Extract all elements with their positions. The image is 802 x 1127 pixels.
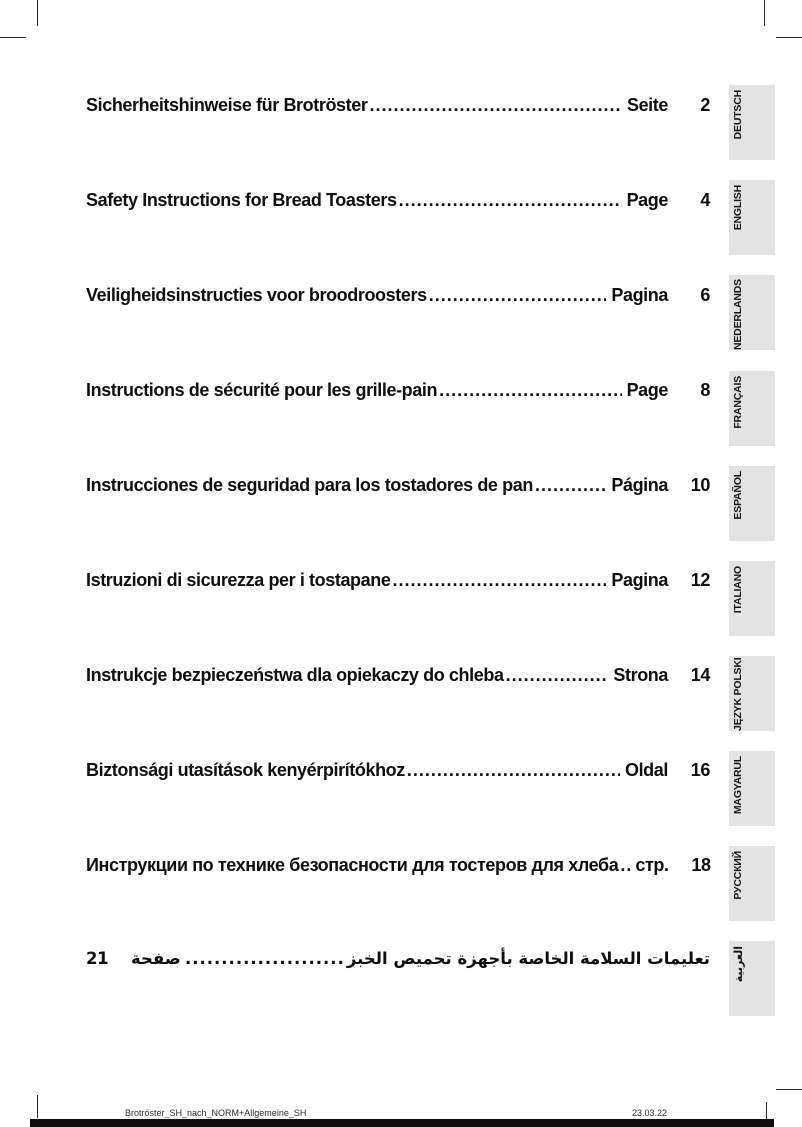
leader-dots bbox=[506, 664, 609, 686]
leader-dots bbox=[369, 94, 621, 116]
language-tab-nederlands bbox=[729, 275, 775, 350]
leader-dots bbox=[399, 189, 622, 211]
toc-entry-polish bbox=[86, 664, 710, 686]
leader-dots bbox=[620, 854, 630, 876]
toc-title: Инструкции по технике безопасности для тостеров для хлеба bbox=[86, 855, 619, 875]
page-number: 10 bbox=[690, 475, 710, 495]
page-number: 16 bbox=[690, 760, 710, 780]
page-number: 14 bbox=[690, 665, 710, 685]
bottom-edge-bar bbox=[30, 1119, 774, 1127]
page-word: Seite bbox=[626, 95, 668, 115]
toc-entry-dutch bbox=[86, 284, 710, 306]
language-tab-francais bbox=[729, 371, 775, 446]
page-number: 6 bbox=[700, 285, 710, 305]
leader-dots bbox=[392, 569, 606, 591]
footer-date: 23.03.22 bbox=[632, 1108, 668, 1118]
page-word: Page bbox=[626, 190, 668, 210]
toc-entry-russian bbox=[86, 854, 710, 876]
crop-mark-top-right-horizontal bbox=[776, 37, 802, 38]
page-number: 4 bbox=[700, 190, 710, 210]
page-number: 8 bbox=[700, 380, 710, 400]
toc-entry-german bbox=[86, 94, 710, 116]
crop-mark-top-left-horizontal bbox=[0, 37, 26, 38]
crop-mark-bottom-right-horizontal bbox=[776, 1089, 802, 1090]
toc-entry-italian bbox=[86, 569, 710, 591]
language-tab-espanol bbox=[729, 466, 775, 541]
language-tab-label: ITALIANO bbox=[732, 566, 744, 614]
page-word: Oldal bbox=[624, 760, 668, 780]
leader-dots bbox=[407, 759, 620, 781]
language-tab-label: РУССКИЙ bbox=[732, 851, 744, 900]
page-number: 2 bbox=[700, 95, 710, 115]
page-word: Pagina bbox=[611, 285, 668, 305]
language-tab-magyarul bbox=[729, 751, 775, 826]
language-tab-arabic bbox=[729, 941, 775, 1016]
leader-dots bbox=[439, 379, 621, 401]
toc-entry-spanish bbox=[86, 474, 710, 496]
toc-entry-english bbox=[86, 189, 710, 211]
page-word: Pagina bbox=[611, 570, 668, 590]
language-tab-label: ENGLISH bbox=[732, 185, 744, 231]
language-tab-label: FRANÇAIS bbox=[732, 376, 744, 429]
language-tab-label: NEDERLANDS bbox=[732, 279, 744, 350]
toc-title: Istruzioni di sicurezza per i tostapane bbox=[86, 570, 391, 590]
language-tab-label: JĘZYK POLSKI bbox=[732, 657, 744, 731]
page-word: Página bbox=[611, 475, 668, 495]
language-tab-label: DEUTSCH bbox=[732, 90, 744, 140]
language-tab-label: MAGYARUL bbox=[732, 756, 744, 815]
language-tab-label: ESPAÑOL bbox=[732, 471, 744, 520]
language-tab-polski bbox=[729, 656, 775, 731]
page-word: стр. bbox=[635, 855, 669, 875]
toc-title: Instrucciones de seguridad para los tostadores de pan bbox=[86, 475, 533, 495]
footer-filename: Brotröster_SH_nach_NORM+Allgemeine_SH bbox=[125, 1108, 307, 1118]
language-tab-deutsch bbox=[729, 85, 775, 160]
toc-entry-hungarian bbox=[86, 759, 710, 781]
toc-entry-french bbox=[86, 379, 710, 401]
page-number: 18 bbox=[691, 855, 711, 875]
language-tab-english bbox=[729, 180, 775, 255]
crop-mark-top-right-vertical bbox=[764, 0, 765, 26]
page-word: Strona bbox=[613, 665, 668, 685]
crop-mark-bottom-left-vertical bbox=[37, 1095, 38, 1118]
leader-dots bbox=[429, 284, 607, 306]
toc-title: Biztonsági utasítások kenyérpirítókhoz bbox=[86, 760, 405, 780]
toc-title: Instrukcje bezpieczeństwa dla opiekaczy do chleba bbox=[86, 665, 504, 685]
leader-dots bbox=[183, 948, 345, 970]
language-tab-russkij bbox=[729, 846, 775, 921]
page-word: Page bbox=[626, 380, 668, 400]
leader-dots bbox=[535, 474, 606, 496]
language-tab-italiano bbox=[729, 561, 775, 636]
crop-mark-top-left-vertical bbox=[37, 0, 38, 26]
language-tab-label: العربية bbox=[732, 946, 745, 983]
page-number: 12 bbox=[690, 570, 710, 590]
page-number: 21 bbox=[86, 949, 109, 968]
toc-title: Veiligheidsinstructies voor broodroosters bbox=[86, 285, 427, 305]
page-word: صفحة bbox=[131, 949, 181, 968]
toc-entry-arabic bbox=[86, 948, 710, 970]
toc-title: Sicherheitshinweise für Brotröster bbox=[86, 95, 368, 115]
toc-title: Safety Instructions for Bread Toasters bbox=[86, 190, 397, 210]
toc-title: Instructions de sécurité pour les grille-pain bbox=[86, 380, 438, 400]
toc-title: تعليمات السلامة الخاصة بأجهزة تحميص الخبز bbox=[346, 949, 710, 968]
